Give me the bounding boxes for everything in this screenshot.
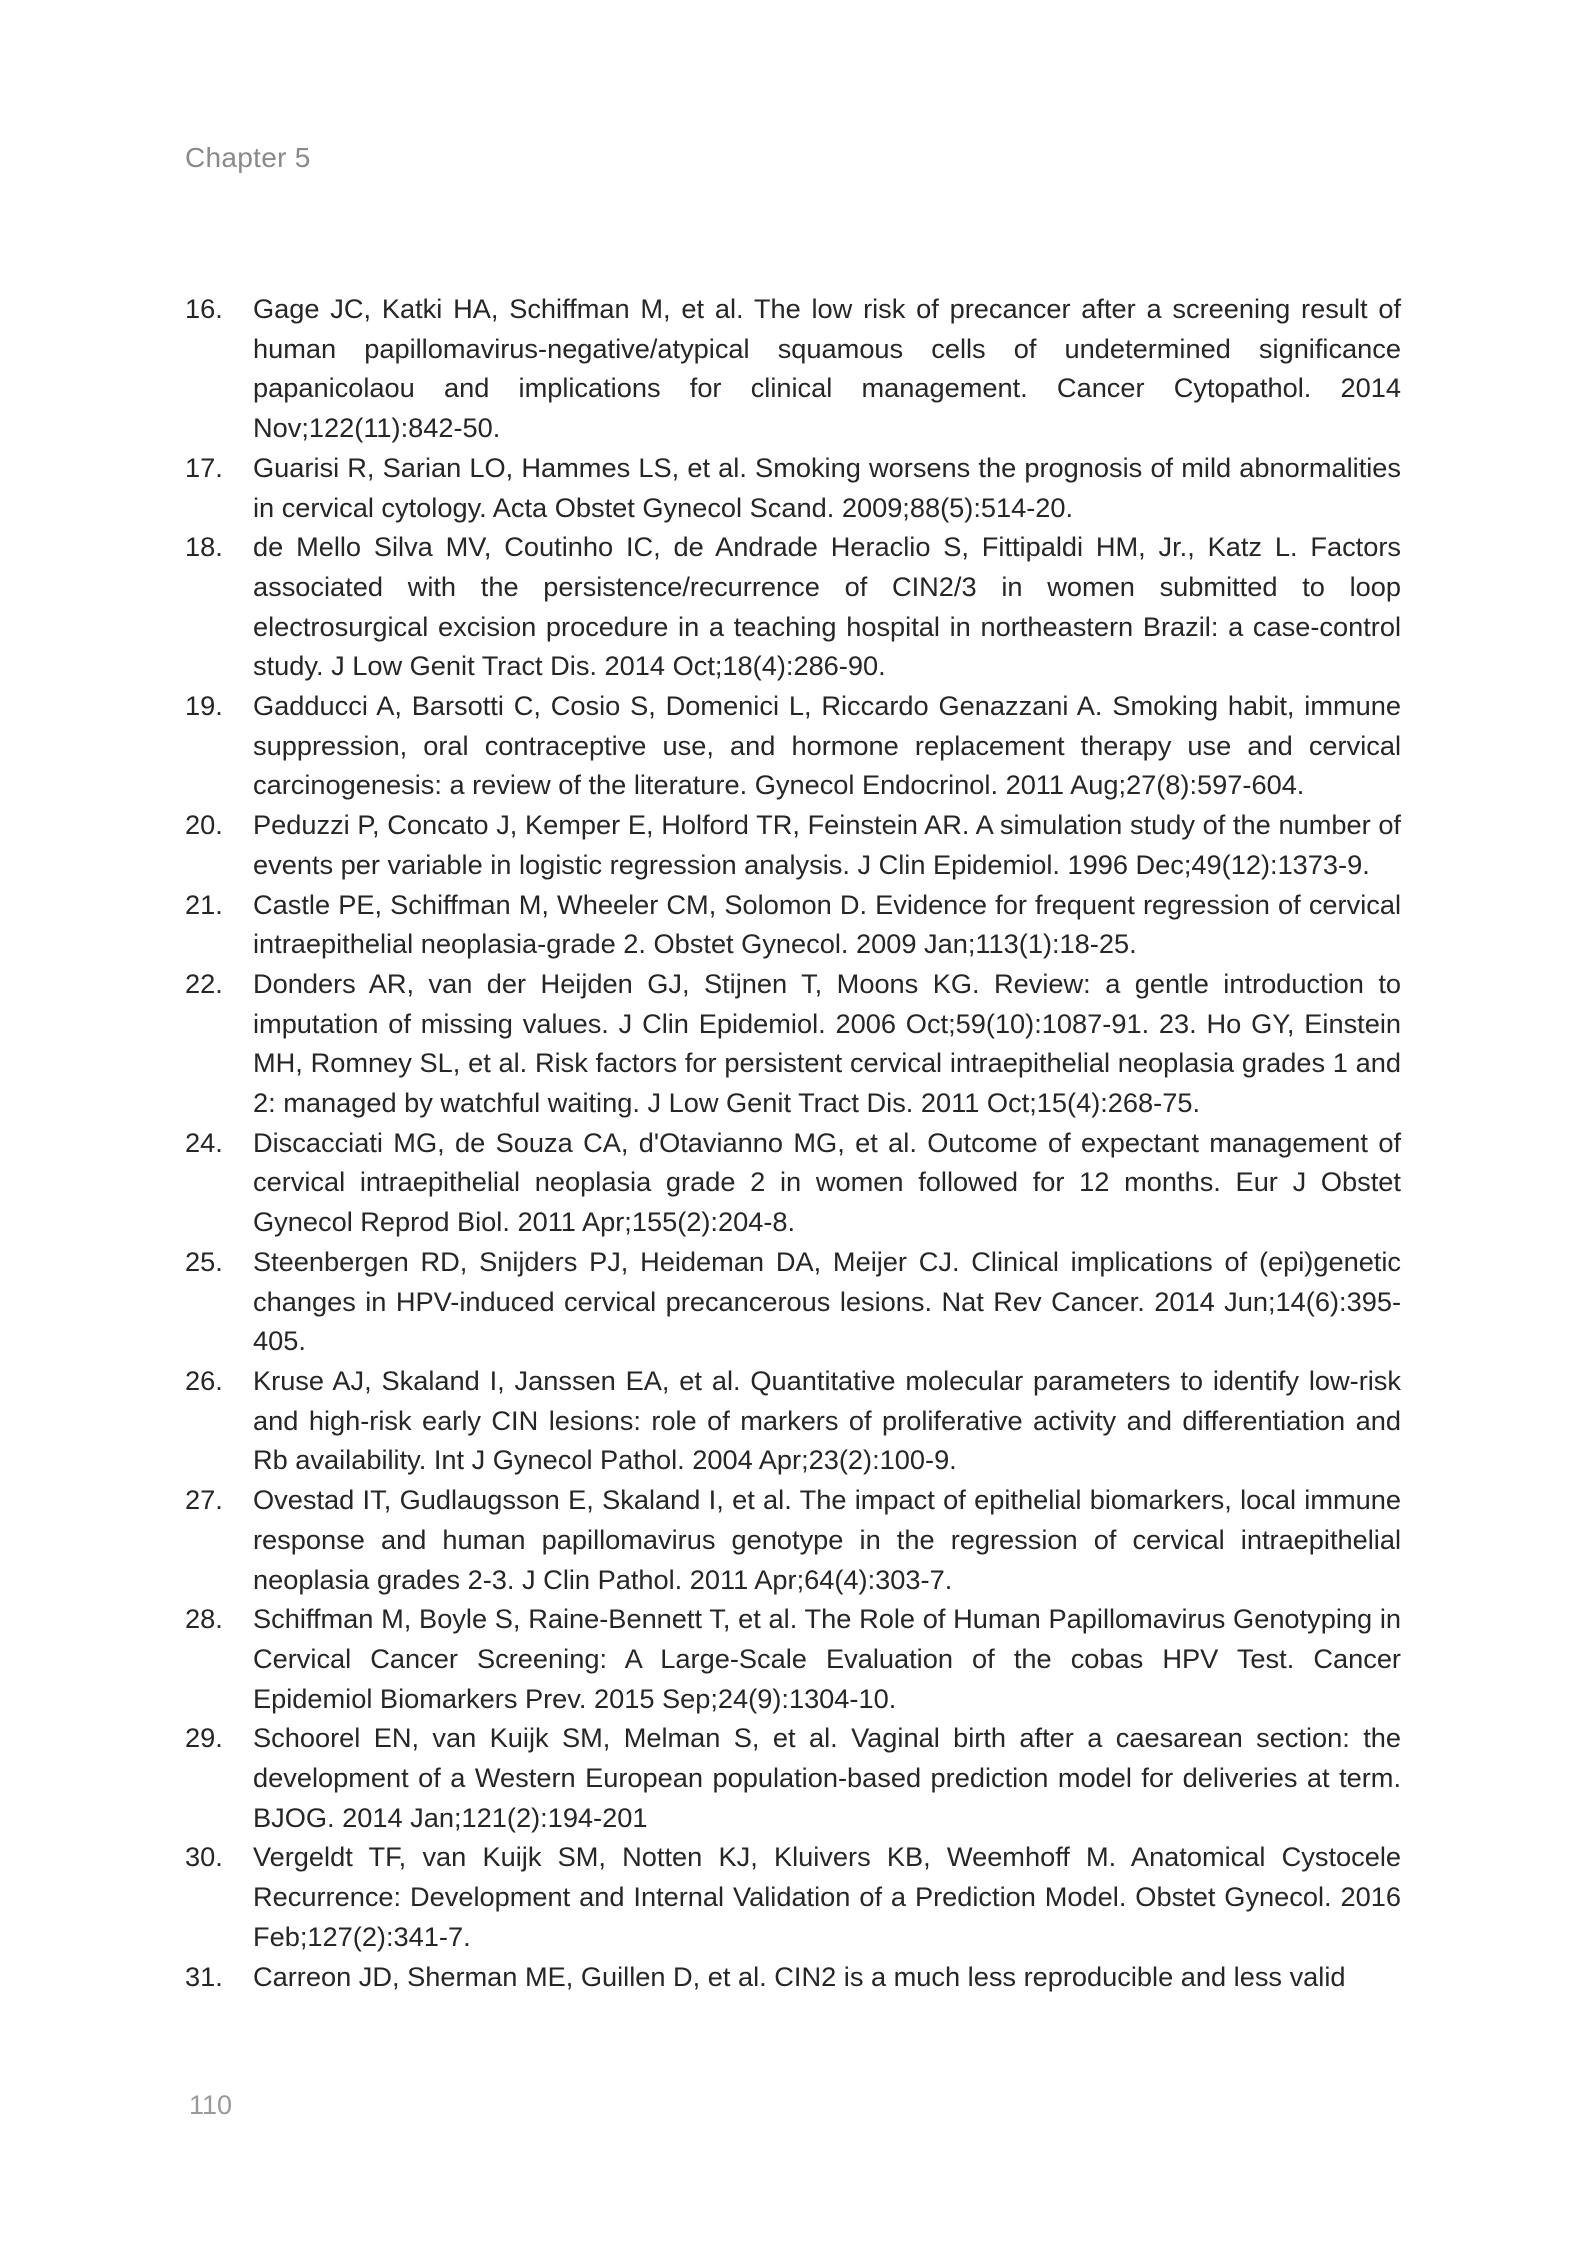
page-number: 110	[189, 2090, 233, 2120]
reference-text: Schiffman M, Boyle S, Raine-Bennett T, et al. The Role of Human Papillomavirus Genotyping in Cervical Cancer Screening: A Large-Scale Evaluation of the cobas HPV Test. Cancer Epidemiol Biomarkers Prev. 2015 Sep;24(9):1304-10.	[253, 1603, 1401, 1714]
reference-item	[185, 885, 1401, 964]
reference-number: 30.	[185, 1841, 223, 1873]
reference-number: 29.	[185, 1722, 223, 1754]
reference-number: 28.	[185, 1603, 223, 1635]
reference-text: Steenbergen RD, Snijders PJ, Heideman DA, Meijer CJ. Clinical implications of (epi)genetic changes in HPV-induced cervical precancerous lesions. Nat Rev Cancer. 2014 Jun;14(6):395-405.	[253, 1245, 1401, 1357]
reference-item	[185, 1837, 1401, 1956]
reference-number: 20.	[185, 809, 223, 841]
reference-text: Donders AR, van der Heijden GJ, Stijnen T, Moons KG. Review: a gentle introduction to imputation of missing values. J Clin Epidemiol. 2006 Oct;59(10):1087-91. 23. Ho GY, Einstein MH, Romney SL, et al. Risk factors for persistent cervical intraepithelial neoplasia grades 1 and 2: managed by watchful waiting. J Low Genit Tract Dis. 2011 Oct;15(4):268-75.	[253, 967, 1401, 1119]
reference-number: 31.	[185, 1960, 223, 1992]
reference-item	[185, 1480, 1401, 1599]
reference-number: 17.	[185, 451, 223, 483]
reference-text: Vergeldt TF, van Kuijk SM, Notten KJ, Kluivers KB, Weemhoff M. Anatomical Cystocele Recurrence: Development and Internal Validation of a Prediction Model. Obstet Gynecol. 2016 Feb;127(2):341-7.	[253, 1841, 1401, 1952]
reference-item	[185, 289, 1401, 448]
reference-item	[185, 448, 1401, 527]
reference-number: 19.	[185, 690, 223, 722]
reference-number: 24.	[185, 1126, 223, 1158]
reference-number: 25.	[185, 1245, 223, 1277]
reference-item	[185, 964, 1401, 1123]
reference-text: Guarisi R, Sarian LO, Hammes LS, et al. Smoking worsens the prognosis of mild abnormalities in cervical cytology. Acta Obstet Gynecol Scand. 2009;88(5):514-20.	[253, 451, 1401, 523]
reference-item	[185, 1361, 1401, 1480]
reference-item	[185, 686, 1401, 805]
reference-text: Schoorel EN, van Kuijk SM, Melman S, et al. Vaginal birth after a caesarean section: the development of a Western European population-based prediction model for deliveries at term. BJOG. 2014 Jan;121(2):194-201	[253, 1722, 1401, 1833]
reference-text: Castle PE, Schiffman M, Wheeler CM, Solomon D. Evidence for frequent regression of cervical intraepithelial neoplasia-grade 2. Obstet Gynecol. 2009 Jan;113(1):18-25.	[253, 888, 1401, 960]
reference-text: Carreon JD, Sherman ME, Guillen D, et al. CIN2 is a much less reproducible and less valid	[253, 1960, 1346, 1992]
reference-text: Peduzzi P, Concato J, Kemper E, Holford TR, Feinstein AR. A simulation study of the number of events per variable in logistic regression analysis. J Clin Epidemiol. 1996 Dec;49(12):1373-9.	[253, 809, 1401, 880]
reference-item	[185, 527, 1401, 686]
reference-item	[185, 1242, 1401, 1361]
reference-text: Discacciati MG, de Souza CA, d'Otavianno MG, et al. Outcome of expectant management of cervical intraepithelial neoplasia grade 2 in women followed for 12 months. Eur J Obstet Gynecol Reprod Biol. 2011 Apr;155(2):204-8.	[253, 1126, 1401, 1238]
reference-number: 26.	[185, 1364, 223, 1396]
chapter-header: Chapter 5	[185, 142, 311, 173]
reference-text: Kruse AJ, Skaland I, Janssen EA, et al. Quantitative molecular parameters to identify low-risk and high-risk early CIN lesions: role of markers of proliferative activity and differentiation and Rb availability. Int J Gynecol Pathol. 2004 Apr;23(2):100-9.	[253, 1364, 1401, 1476]
reference-number: 16.	[185, 293, 223, 324]
reference-text: Gage JC, Katki HA, Schiffman M, et al. The low risk of precancer after a screening result of human papillomavirus-negative/atypical squamous cells of undetermined significance papanicolaou and implications for clinical management. Cancer Cytopathol. 2014 Nov;122(11):842-50.	[253, 293, 1401, 444]
reference-item	[185, 1599, 1401, 1718]
reference-list	[185, 289, 1401, 1996]
reference-number: 22.	[185, 967, 223, 999]
reference-item	[185, 1718, 1401, 1837]
reference-text: Gadducci A, Barsotti C, Cosio S, Domenici L, Riccardo Genazzani A. Smoking habit, immune suppression, oral contraceptive use, and hormone replacement therapy use and cervical carcinogenesis: a review of the literature. Gynecol Endocrinol. 2011 Aug;27(8):597-604.	[253, 690, 1401, 801]
reference-number: 21.	[185, 888, 223, 920]
reference-item	[185, 1123, 1401, 1242]
reference-item	[185, 805, 1401, 884]
reference-number: 27.	[185, 1484, 223, 1516]
reference-text: Ovestad IT, Gudlaugsson E, Skaland I, et al. The impact of epithelial biomarkers, local immune response and human papillomavirus genotype in the regression of cervical intraepithelial neoplasia grades 2-3. J Clin Pathol. 2011 Apr;64(4):303-7.	[253, 1484, 1401, 1595]
reference-text: de Mello Silva MV, Coutinho IC, de Andrade Heraclio S, Fittipaldi HM, Jr., Katz L. Factors associated with the persistence/recurrence of CIN2/3 in women submitted to loop electrosurgical excision procedure in a teaching hospital in northeastern Brazil: a case-control study. J Low Genit Tract Dis. 2014 Oct;18(4):286-90.	[253, 531, 1401, 682]
reference-item	[185, 1957, 1401, 1997]
reference-number: 18.	[185, 531, 223, 563]
